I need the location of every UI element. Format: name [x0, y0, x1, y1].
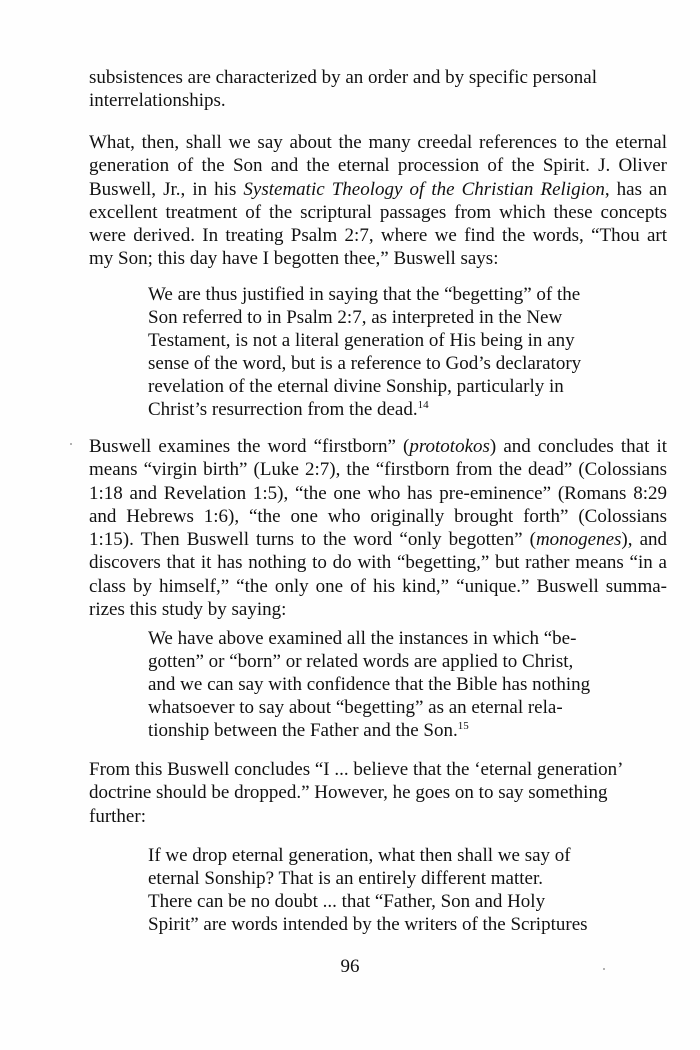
quote-line: If we drop eternal generation, what then shall we say of — [148, 845, 571, 866]
text-line: What, then, shall we say about the many creedal references to the eternal — [89, 132, 667, 153]
text-line: my Son; this day have I begotten thee,” Buswell says: — [89, 248, 499, 270]
quote-line: gotten” or “born” or related words are applied to Christ, — [148, 651, 574, 672]
text-run: , has an — [604, 178, 667, 200]
paragraph-conclusion — [89, 758, 667, 828]
text-run: ), and — [621, 529, 668, 551]
quote-line: We are thus justified in saying that the “begetting” of the — [148, 284, 581, 305]
block-quote-1 — [148, 283, 596, 421]
block-quote-2 — [148, 627, 596, 742]
text-line: interrelationships. — [89, 90, 226, 112]
block-quote-3 — [148, 844, 596, 936]
text-line: were derived. In treating Psalm 2:7, where we find the words, “Thou art — [89, 225, 667, 247]
text-line — [89, 528, 667, 551]
text-line — [89, 435, 667, 458]
text-line: From this Buswell concludes “I ... believe that the ‘eternal generation’ — [89, 759, 624, 780]
scan-speck — [603, 968, 605, 970]
text-line: further: — [89, 805, 146, 827]
footnote-marker: 14 — [417, 399, 429, 411]
text-line: generation of the Son and the eternal procession of the Spirit. J. Oliver — [89, 155, 667, 177]
quote-line: Son referred to in Psalm 2:7, as interpreted in the New — [148, 307, 563, 328]
text-line: 1:18 and Revelation 1:5), “the one who has pre-eminence” (Romans 8:29 — [89, 482, 667, 504]
text-line — [89, 178, 667, 201]
greek-term: prototokos — [409, 436, 490, 457]
paragraph-firstborn — [89, 435, 667, 621]
quote-line — [148, 719, 596, 742]
text-run: Christ’s resurrection from the dead. — [148, 399, 418, 420]
quote-line: We have above examined all the instances in which “be- — [148, 628, 577, 649]
text-line: excellent treatment of the scriptural passages from which these concepts — [89, 201, 667, 223]
text-line: means “virgin birth” (Luke 2:7), the “firstborn from the dead” (Colossians — [89, 459, 667, 481]
text-line: and Hebrews 1:6), “the one who originally brought forth” (Colossians — [89, 505, 667, 527]
quote-line: revelation of the eternal divine Sonship, particularly in — [148, 376, 564, 397]
quote-line: Testament, is not a literal generation of His being in any — [148, 330, 575, 351]
quote-line: Spirit” are words intended by the writers of the Scriptures — [148, 914, 588, 935]
page-number: 96 — [340, 956, 360, 977]
quote-line: sense of the word, but is a reference to God’s declaratory — [148, 353, 582, 374]
quote-line: eternal Sonship? That is an entirely different matter. — [148, 868, 544, 889]
text-run: Buswell, Jr., in his — [89, 178, 244, 200]
paragraph-creedal-references — [89, 131, 667, 271]
text-run: Buswell examines the word “firstborn” ( — [89, 436, 410, 457]
text-line: subsistences are characterized by an order and by specific personal — [89, 67, 598, 88]
quote-line — [148, 398, 596, 421]
quote-line: whatsoever to say about “begetting” as an eternal rela- — [148, 697, 563, 718]
footnote-marker: 15 — [457, 720, 469, 732]
book-title: Systematic Theology of the Christian Religion — [243, 178, 605, 200]
paragraph-continuation — [89, 66, 667, 113]
greek-term: monogenes — [535, 529, 622, 551]
text-line: discovers that it has nothing to do with “begetting,” but rather means “in a — [89, 552, 667, 574]
text-run: tionship between the Father and the Son. — [148, 720, 458, 741]
text-line: rizes this study by saying: — [89, 599, 287, 621]
quote-line: There can be no doubt ... that “Father, Son and Holy — [148, 891, 546, 912]
text-run: ) and concludes that it — [489, 436, 668, 457]
quote-line: and we can say with confidence that the Bible has nothing — [148, 674, 591, 695]
text-line: class by himself,” “the only one of his kind,” “unique.” Buswell summa- — [89, 575, 667, 597]
scan-speck — [70, 443, 72, 445]
text-line: doctrine should be dropped.” However, he goes on to say something — [89, 782, 608, 804]
text-run: 1:15). Then Buswell turns to the word “only begotten” ( — [89, 529, 536, 551]
